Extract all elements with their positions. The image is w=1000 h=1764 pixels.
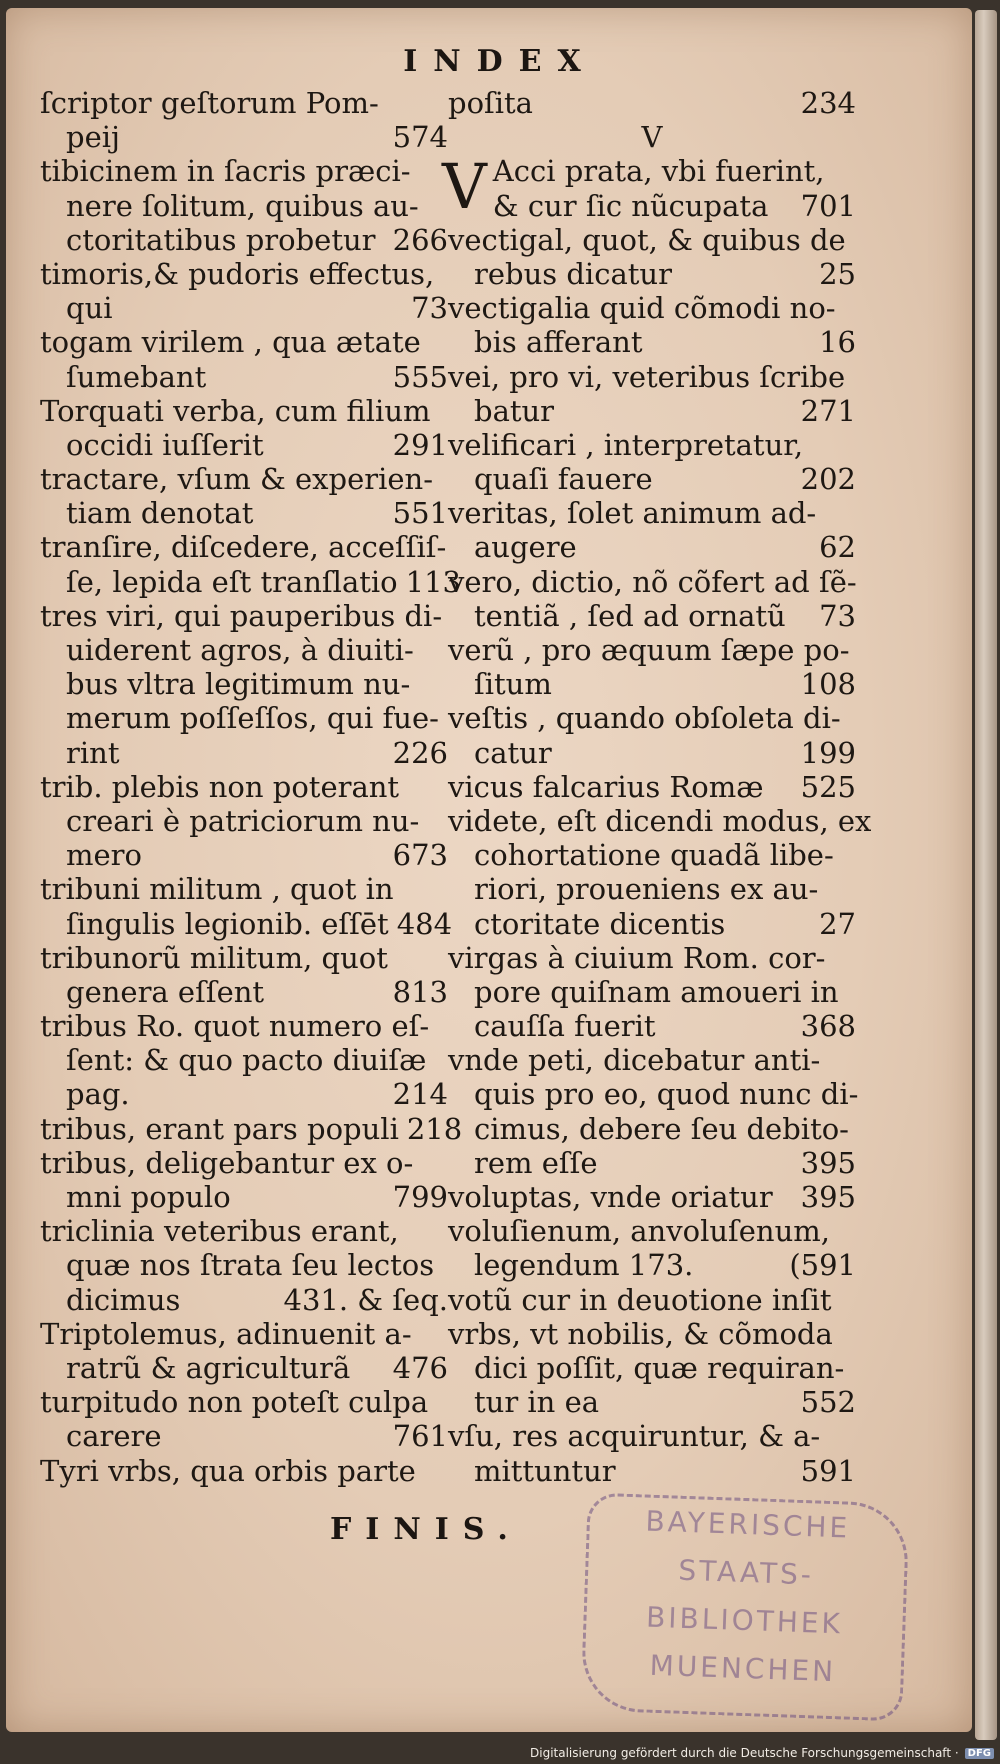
entry-line <box>40 770 448 804</box>
entry-line <box>40 291 448 325</box>
index-entry <box>448 496 856 564</box>
entry-line <box>448 360 856 394</box>
stamp-line: BAYERISCHE <box>644 1504 851 1545</box>
entry-text: vectigal, quot, & quibus de <box>448 222 846 257</box>
entry-line <box>40 257 448 291</box>
entry-text: quæ nos ſtrata ſeu lectos <box>66 1248 435 1283</box>
entry-text: legendum 173. <box>474 1248 694 1283</box>
entry-line <box>448 633 856 667</box>
page-number: 16 <box>819 325 856 360</box>
entry-line <box>40 1077 448 1111</box>
entry-line <box>448 462 856 496</box>
index-entry <box>40 770 448 873</box>
entry-line <box>40 1351 448 1385</box>
entry-text: vectigalia quid cõmodi no- <box>448 291 836 326</box>
page-number: 368 <box>800 1009 856 1044</box>
index-entry <box>40 1317 448 1385</box>
entry-line <box>448 1009 856 1043</box>
entry-line <box>448 1248 856 1282</box>
entry-line <box>40 1180 448 1214</box>
entry-line <box>40 360 448 394</box>
index-entry <box>448 428 856 496</box>
entry-line <box>448 565 856 599</box>
entry-text: tibicinem in ſacris præci- <box>40 154 411 189</box>
entry-line <box>40 872 448 906</box>
page-number: 27 <box>819 906 856 941</box>
continuation-line <box>448 86 856 120</box>
entry-text: bus vltra legitimum nu- <box>66 667 411 702</box>
entry-line <box>40 86 448 120</box>
index-entry <box>40 1214 448 1317</box>
page-number: 25 <box>819 256 856 291</box>
entry-line <box>448 907 856 941</box>
entry-text: merum poſſeſſos, qui fue- <box>66 701 439 736</box>
page-number: 108 <box>800 667 856 702</box>
entry-text: ſe, lepida eſt tranſlatio <box>66 564 398 599</box>
entry-line <box>40 394 448 428</box>
entry-text: mni populo <box>66 1180 231 1214</box>
entry-text: cauſſa fuerit <box>474 1009 656 1044</box>
entry-line <box>448 291 856 325</box>
page-number: 799 <box>392 1180 448 1214</box>
entry-line <box>40 496 448 530</box>
entry-text: veritas, ſolet animum ad- <box>448 496 817 531</box>
entry-line <box>448 257 856 291</box>
entry-line <box>493 154 856 188</box>
entry-line <box>40 530 448 564</box>
entry-text: mittuntur <box>474 1453 616 1488</box>
index-entry <box>40 394 448 462</box>
entry-line <box>40 325 448 359</box>
entry-line <box>448 530 856 564</box>
page-number: 234 <box>800 86 856 120</box>
entry-line <box>448 770 856 804</box>
page-header: INDEX <box>403 44 597 79</box>
entry-text: triclinia veteribus erant, <box>40 1214 399 1249</box>
entry-text: Torquati verba, cum filium <box>40 393 431 428</box>
entry-text: ſcriptor geſtorum Pom- <box>40 86 379 120</box>
stamp-line: MUENCHEN <box>649 1648 837 1689</box>
entry-text: riori, proueniens ex au- <box>474 872 819 907</box>
index-entry <box>448 633 856 701</box>
entry-text: virgas à ciuium Rom. cor- <box>448 940 826 975</box>
entry-line <box>448 223 856 257</box>
entry-text: tractare, vſum & experien- <box>40 462 434 497</box>
index-entry <box>448 1180 856 1214</box>
page-number: 591 <box>800 1453 856 1488</box>
entry-text: ratrũ & agriculturã <box>66 1350 351 1385</box>
page-number: 395 <box>800 1145 856 1180</box>
entry-line <box>448 1283 856 1317</box>
entry-line <box>40 154 448 188</box>
entry-text: togam virilem , qua ætate <box>40 325 421 360</box>
entry-text: vei, pro vi, veteribus ſcribe <box>448 359 846 394</box>
page-number: 574 <box>392 120 448 155</box>
entry-text: qui <box>66 291 113 326</box>
letter-heading: V <box>641 120 663 155</box>
entry-text: genera eſſent <box>66 974 265 1009</box>
page-number: 476 <box>392 1350 448 1385</box>
entry-line <box>448 667 856 701</box>
entry-text: ctoritatibus probetur <box>66 222 376 257</box>
entry-text: quaſi fauere <box>474 462 653 497</box>
library-stamp <box>580 1492 909 1721</box>
entry-text: Triptolemus, adinuenit a- <box>40 1316 412 1351</box>
entry-text: batur <box>474 393 555 428</box>
entry-text: Tyri vrbs, qua orbis parte <box>40 1453 416 1488</box>
entry-text: voluptas, vnde oriatur <box>448 1180 773 1214</box>
index-entry <box>448 1214 856 1282</box>
entry-text: timoris,& pudoris effectus, <box>40 256 435 291</box>
entry-text: vicus falcarius Romæ <box>448 769 764 804</box>
entry-line <box>40 1419 448 1453</box>
page-number: 555 <box>392 359 448 394</box>
entry-text: tur in ea <box>474 1385 600 1420</box>
index-entry <box>40 1385 448 1453</box>
entry-line <box>40 189 448 223</box>
entry-text: tribus, erant pars populi <box>40 1111 399 1146</box>
index-entry <box>448 941 856 1044</box>
page-number: 73 <box>411 291 448 326</box>
index-entry <box>40 872 453 941</box>
entry-line <box>448 496 856 530</box>
entry-line <box>448 394 856 428</box>
entry-text: ſent: & quo pacto diuiſæ <box>66 1043 427 1078</box>
page-number: 218 <box>406 1111 463 1146</box>
entry-text: velificari , interpretatur, <box>448 427 804 462</box>
entry-text: pag. <box>66 1077 130 1112</box>
stamp-line: BIBLIOTHEK <box>645 1600 844 1641</box>
entry-text: videte, eſt dicendi modus, ex <box>448 803 872 838</box>
index-entry <box>448 1043 859 1180</box>
page-number: 214 <box>392 1077 448 1112</box>
entry-line <box>448 1214 856 1248</box>
entry-text: bis afferant <box>474 325 643 360</box>
entry-text: uiderent agros, à diuiti- <box>66 633 414 667</box>
entry-line <box>40 804 448 838</box>
entry-text: ſingulis legionib. eſſēt <box>66 906 389 941</box>
page-number: 113 <box>405 564 461 599</box>
entry-text: catur <box>474 735 552 770</box>
page-number: 484 <box>396 906 453 941</box>
page-number: 673 <box>392 838 448 873</box>
drop-cap: V <box>442 150 487 224</box>
page-number: 291 <box>392 427 448 462</box>
entry-line <box>40 633 448 667</box>
entry-text: carere <box>66 1419 162 1454</box>
page-number: 266 <box>392 222 448 257</box>
entry-line <box>40 1454 448 1488</box>
entry-text: dici poſſit, quæ requiran- <box>474 1350 845 1385</box>
entry-line <box>448 1112 856 1146</box>
page-number: 202 <box>800 462 856 497</box>
page-number: 431. & ſeq. <box>283 1282 448 1317</box>
entry-text: occidi iuſſerit <box>66 427 264 462</box>
entry-line <box>40 223 448 257</box>
entry-line <box>448 941 856 975</box>
digitization-footer <box>530 1746 994 1760</box>
index-entry <box>442 150 856 224</box>
page-number: 271 <box>800 393 856 428</box>
entry-line <box>40 667 448 701</box>
entry-text: pore quiſnam amoueri in <box>474 974 839 1009</box>
entry-text: trib. plebis non poterant <box>40 769 400 804</box>
entry-line <box>448 1146 856 1180</box>
dfg-logo: DFG <box>965 1748 994 1759</box>
page-number: 199 <box>800 735 856 770</box>
index-entry <box>448 291 856 359</box>
index-entry <box>40 257 448 325</box>
entry-line <box>448 1419 856 1453</box>
entry-line <box>448 1077 859 1112</box>
entry-line <box>448 599 856 633</box>
index-entry <box>40 462 448 530</box>
entry-line <box>448 1317 856 1351</box>
entry-line <box>40 428 448 462</box>
entry-line <box>40 1214 448 1248</box>
page-number: 701 <box>800 188 856 223</box>
entry-line <box>40 1283 448 1317</box>
entry-text: tribuni militum , quot in <box>40 872 394 907</box>
entry-line <box>40 838 448 872</box>
entry-text: rebus dicatur <box>474 256 672 291</box>
entry-line <box>448 1351 856 1385</box>
index-entry <box>40 530 461 599</box>
entry-line <box>448 872 856 906</box>
entry-line <box>40 975 448 1009</box>
entry-line <box>493 189 856 223</box>
entry-line <box>448 1043 856 1077</box>
entry-text: augere <box>474 530 577 565</box>
entry-line <box>448 838 856 872</box>
entry-line <box>448 803 872 838</box>
page-number: 552 <box>800 1385 856 1420</box>
entry-line <box>40 1009 448 1043</box>
index-entry <box>40 1454 448 1488</box>
finis-label: FINIS. <box>330 1512 522 1547</box>
entry-line <box>448 736 856 770</box>
entry-line <box>40 120 448 154</box>
entry-text: tribunorũ militum, quot <box>40 940 388 975</box>
entry-line <box>40 1043 448 1077</box>
entry-text: vero, dictio, nõ cõfert ad ſẽ- <box>448 564 857 599</box>
entry-text: tribus Ro. quot numero eſ- <box>40 1009 430 1044</box>
entry-line <box>448 1454 856 1488</box>
entry-line <box>40 736 448 770</box>
page-number: 73 <box>819 598 856 633</box>
entry-text: tiam denotat <box>66 496 254 531</box>
entry-line <box>40 1385 448 1419</box>
page-number: 761 <box>392 1419 448 1454</box>
entry-text: cimus, debere ſeu debito- <box>474 1111 849 1146</box>
entry-text: quis pro eo, quod nunc di- <box>474 1077 859 1112</box>
entry-line <box>40 941 448 975</box>
index-entry <box>448 803 872 941</box>
index-entry <box>40 1009 448 1112</box>
entry-line <box>40 564 461 599</box>
entry-text: tentiã , ſed ad ornatũ <box>474 598 786 633</box>
index-entry <box>448 223 856 291</box>
page-edge <box>975 10 997 1740</box>
entry-text: ctoritate dicentis <box>474 906 726 941</box>
index-column-right <box>442 86 872 1488</box>
entry-text: dicimus <box>66 1282 181 1317</box>
page-number: (591 <box>789 1248 856 1283</box>
entry-text: ſitum <box>474 667 552 702</box>
entry-line <box>448 325 856 359</box>
entry-text: mero <box>66 838 142 873</box>
page-number: 813 <box>392 974 448 1009</box>
index-entries <box>448 222 872 1488</box>
entry-line <box>448 428 856 462</box>
entry-text: tribus, deligebantur ex o- <box>40 1145 414 1180</box>
entry-text: ſumebant <box>66 359 207 394</box>
index-entry <box>448 360 856 428</box>
index-entry <box>448 1317 856 1420</box>
entry-text: vnde peti, dicebatur anti- <box>448 1043 821 1078</box>
index-column-left <box>40 86 463 1488</box>
entry-line <box>40 1248 448 1282</box>
entry-line <box>448 701 856 735</box>
index-entry <box>40 325 448 393</box>
entry-line <box>448 1385 856 1419</box>
entry-text: tranſire, diſcedere, acceſſiſ- <box>40 530 447 565</box>
entry-text: votũ cur in deuotione inſit <box>448 1282 832 1317</box>
page-number: 395 <box>800 1180 856 1214</box>
entry-line <box>40 1146 448 1180</box>
entry-text: poſita <box>448 86 533 120</box>
footer-text: Digitalisierung gefördert durch die Deutsche Forschungsgemeinschaft · <box>530 1746 959 1760</box>
entry-line <box>40 906 453 941</box>
page-number: 62 <box>819 530 856 565</box>
page-number: 551 <box>392 496 448 531</box>
entry-text: voluſienum, anvoluſenum, <box>448 1214 830 1249</box>
index-entry <box>40 941 448 1009</box>
entry-text: turpitudo non poteſt culpa <box>40 1385 429 1420</box>
entry-line <box>40 1317 448 1351</box>
page-number: 525 <box>800 769 856 804</box>
entry-line <box>40 701 448 735</box>
index-entry <box>448 1283 856 1317</box>
entry-text: veſtis , quando obſoleta di- <box>448 701 841 736</box>
stamp-line: STAATS- <box>677 1553 815 1592</box>
entry-text: cohortatione quadã libe- <box>474 838 834 873</box>
entry-text: nere ſolitum, quibus au- <box>66 188 419 223</box>
entry-text: creari è patriciorum nu- <box>66 803 420 838</box>
entry-line <box>40 599 448 633</box>
entry-line <box>448 975 856 1009</box>
index-entry <box>448 565 856 633</box>
index-entry <box>40 86 448 154</box>
entry-line <box>40 462 448 496</box>
index-entry <box>448 701 856 769</box>
index-entry <box>40 154 448 257</box>
entry-text: tres viri, qui pauperibus di- <box>40 598 443 633</box>
entry-line <box>40 1111 463 1146</box>
entry-line <box>448 1180 856 1214</box>
entry-text: rint <box>66 735 120 770</box>
index-entry <box>448 770 856 804</box>
entry-text: vrbs, vt nobilis, & cõmoda <box>448 1316 833 1351</box>
page-number: 226 <box>392 735 448 770</box>
index-entry <box>40 599 448 770</box>
entry-text: rem eſſe <box>474 1145 598 1180</box>
index-entry <box>40 1111 463 1146</box>
entry-text: Acci prata, vbi fuerint, <box>492 154 825 189</box>
index-entry <box>448 1419 856 1487</box>
index-entry <box>40 1146 448 1214</box>
entry-text: & cur ſic nũcupata <box>492 188 769 223</box>
entry-text: vſu, res acquiruntur, & a- <box>448 1419 821 1454</box>
entry-text: verũ , pro æquum ſæpe po- <box>448 633 850 667</box>
entry-text: peij <box>66 120 120 155</box>
